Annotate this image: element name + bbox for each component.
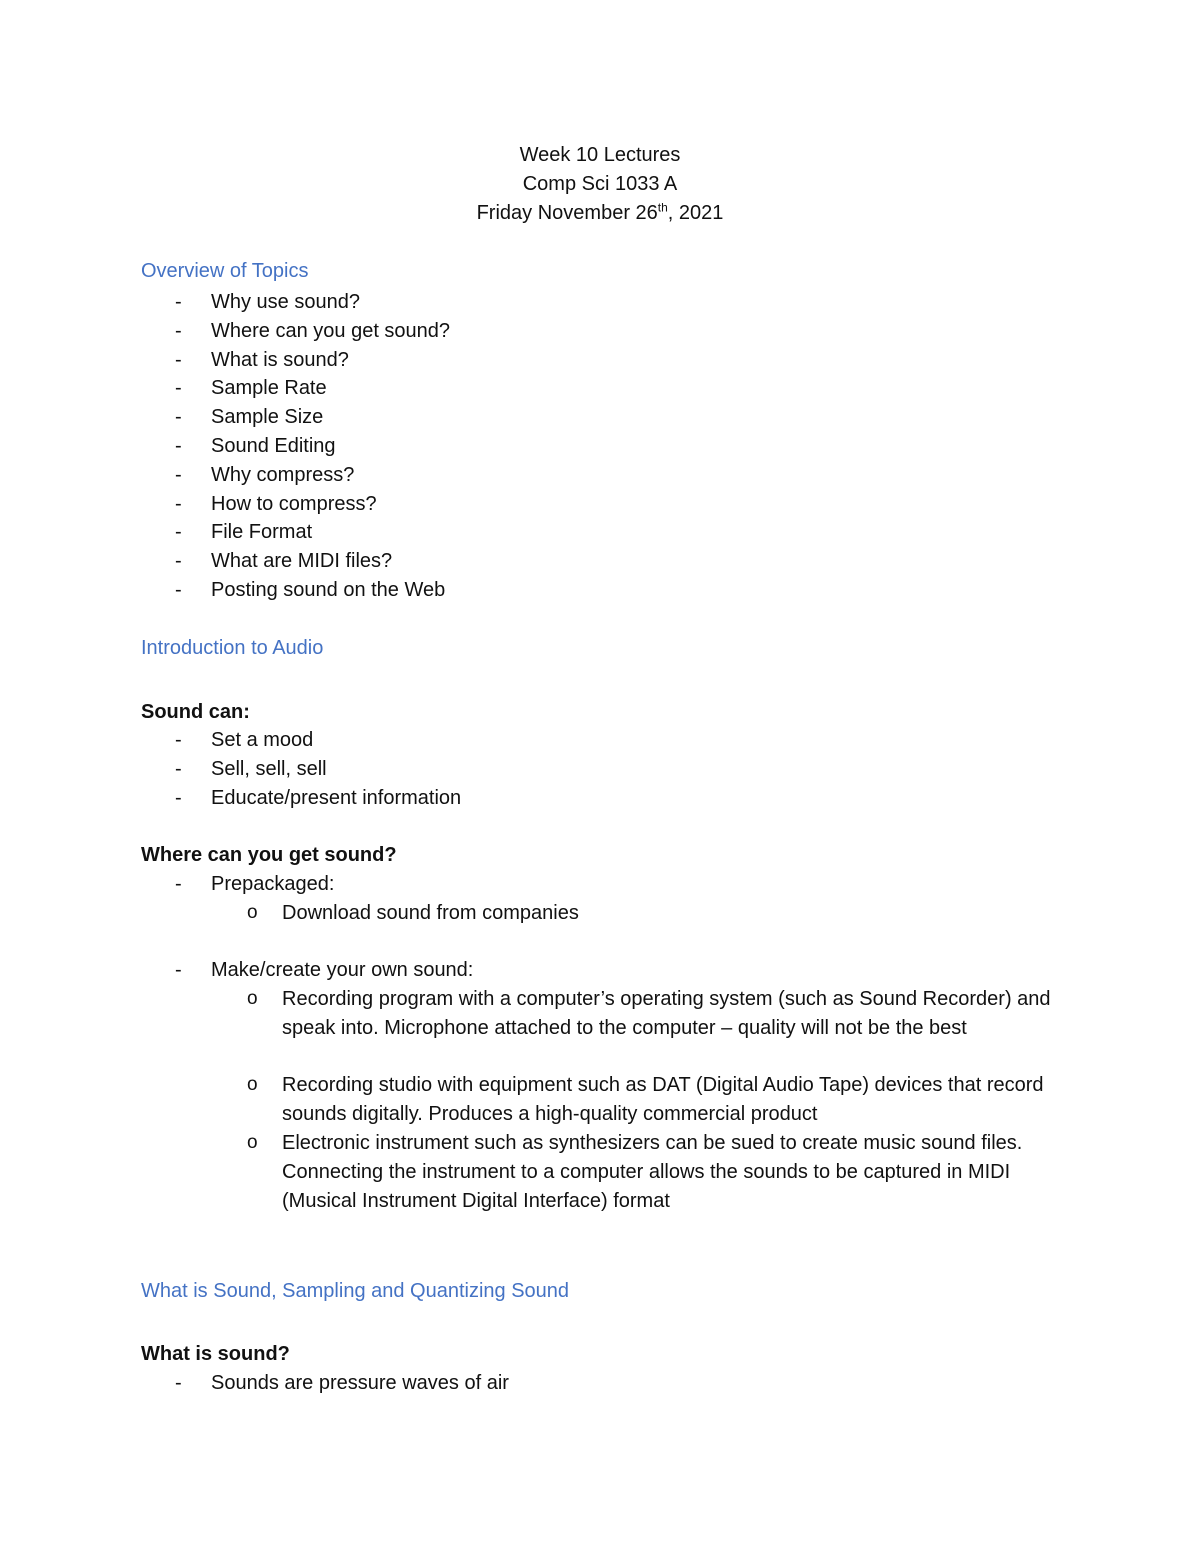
lecture-date: [0, 199, 1200, 228]
list-item-text: Educate/present information: [211, 786, 462, 809]
date-ordinal-suffix: th: [657, 200, 668, 215]
overview-heading: Overview of Topics: [141, 260, 309, 282]
dash-bullet: -: [175, 348, 182, 371]
list-item-text: How to compress?: [211, 492, 377, 515]
list-item-text: What are MIDI files?: [211, 550, 393, 573]
dash-bullet: -: [175, 406, 182, 429]
dash-bullet: -: [175, 873, 182, 895]
dash-bullet: -: [175, 521, 182, 544]
sub-list-item-text: Electronic instrument such as synthesizers can be sued to create music sound files. Connecting the instrument to a computer allows the sounds to be captured in MIDI (Musical Instrument Digital Interface) format: [282, 1132, 1023, 1212]
dash-bullet: -: [175, 729, 182, 751]
where-label: Where can you get sound?: [141, 844, 397, 866]
dash-bullet: -: [175, 319, 182, 342]
sub-list-item-text: Recording program with a computer’s operating system (such as Sound Recorder) and speak into. Microphone attached to the computer – quality will not be the best: [282, 988, 1051, 1039]
list-item-text: Prepackaged:: [211, 873, 335, 895]
list-item-text: Why use sound?: [211, 291, 360, 313]
circle-bullet: o: [247, 1074, 258, 1095]
intro-heading: Introduction to Audio: [141, 637, 324, 659]
dash-bullet: -: [175, 434, 182, 457]
list-item-text: Sounds are pressure waves of air: [211, 1372, 509, 1394]
sub-list-item-text: Download sound from companies: [282, 902, 579, 924]
course-code: Comp Sci 1033 A: [522, 173, 678, 195]
list-item-text: What is sound?: [211, 348, 349, 371]
sub-list-item-text: Recording studio with equipment such as DAT (Digital Audio Tape) devices that record sounds digitally. Produces a high-quality commercial product: [282, 1074, 1044, 1125]
list-item-text: Set a mood: [211, 729, 314, 751]
doc-title: Week 10 Lectures: [519, 144, 681, 166]
circle-bullet: o: [247, 1132, 258, 1153]
sampling-heading: What is Sound, Sampling and Quantizing Sound: [141, 1280, 570, 1302]
what-is-sound-label: What is sound?: [141, 1343, 290, 1365]
list-item-text: File Format: [211, 521, 313, 544]
sound-can-label: Sound can:: [141, 701, 250, 723]
dash-bullet: -: [175, 377, 182, 400]
dash-bullet: -: [175, 786, 182, 809]
list-item-text: Make/create your own sound:: [211, 959, 474, 981]
dash-bullet: -: [175, 492, 182, 515]
dash-bullet: -: [175, 578, 182, 601]
date-year: , 2021: [667, 202, 724, 224]
dash-bullet: -: [175, 463, 182, 486]
dash-bullet: -: [175, 1372, 182, 1394]
list-item-text: Why compress?: [211, 463, 355, 486]
circle-bullet: o: [247, 902, 258, 923]
list-item-text: Sample Rate: [211, 377, 327, 400]
list-item-text: Sample Size: [211, 406, 324, 429]
dash-bullet: -: [175, 291, 182, 313]
dash-bullet: -: [175, 959, 182, 981]
list-item-text: Sound Editing: [211, 434, 336, 457]
list-item-text: Sell, sell, sell: [211, 757, 327, 780]
dash-bullet: -: [175, 757, 182, 780]
dash-bullet: -: [175, 550, 182, 573]
circle-bullet: o: [247, 988, 258, 1009]
list-item-text: Posting sound on the Web: [211, 578, 446, 601]
date-text: Friday November 26: [476, 202, 658, 224]
list-item-text: Where can you get sound?: [211, 319, 451, 342]
